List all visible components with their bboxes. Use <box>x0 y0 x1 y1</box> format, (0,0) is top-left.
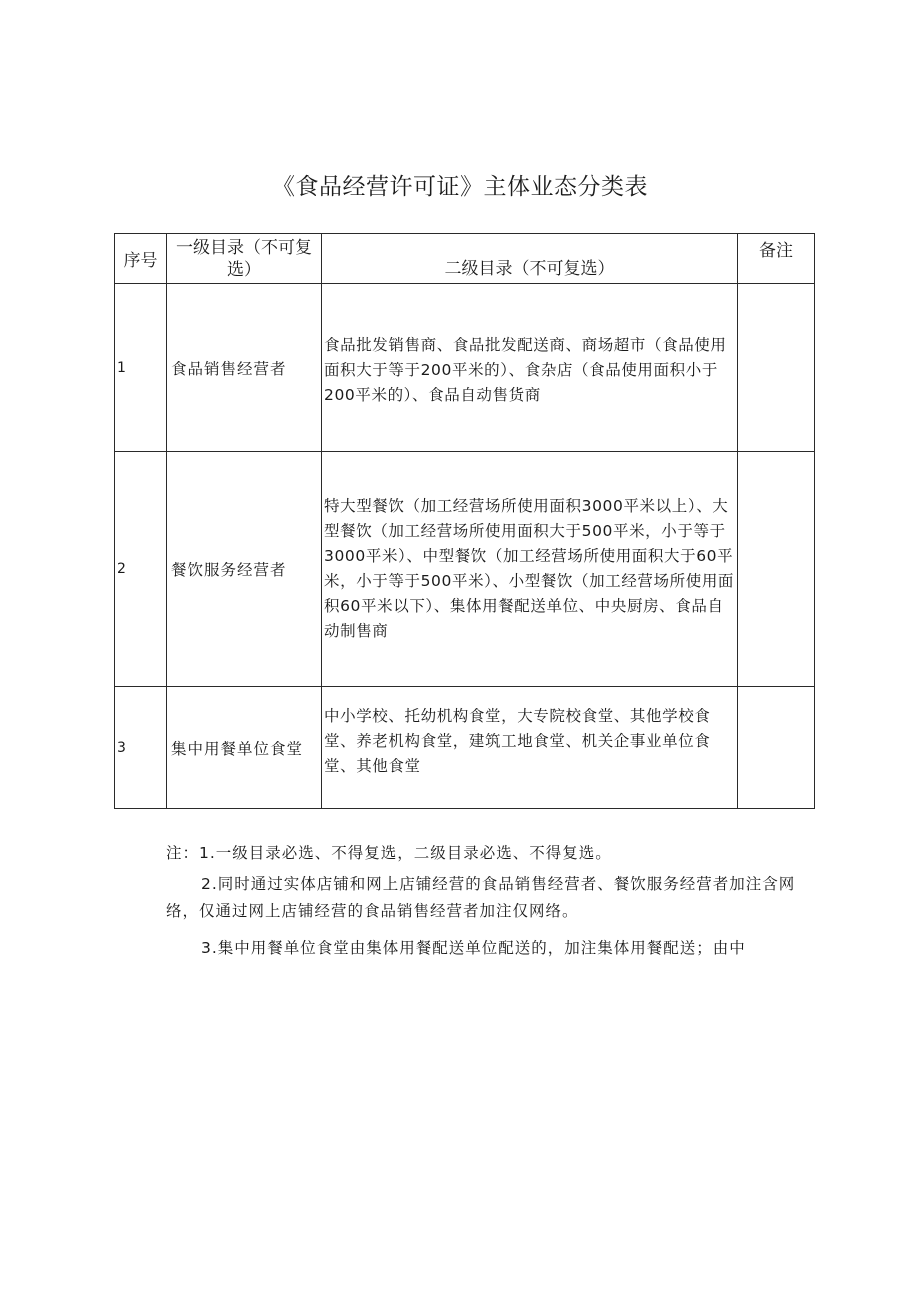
row-note <box>738 687 815 809</box>
row-level1: 餐饮服务经营者 <box>167 452 322 687</box>
row-note <box>738 284 815 452</box>
classification-table <box>114 233 815 809</box>
row-level1: 食品销售经营者 <box>167 284 322 452</box>
note-3: 3.集中用餐单位食堂由集体用餐配送单位配送的，加注集体用餐配送；由中 <box>201 939 746 957</box>
row-seq: 1 <box>115 284 167 452</box>
row-level2: 特大型餐饮（加工经营场所使用面积3000平米以上）、大型餐饮（加工经营场所使用面积大于500平米，小于等于3000平米）、中型餐饮（加工经营场所使用面积大于60平米，小于等于500平米）、小型餐饮（加工经营场所使用面积60平米以下）、集体用餐配送单位、中央厨房、食品自动制售商 <box>322 452 738 687</box>
row-level1: 集中用餐单位食堂 <box>167 687 322 809</box>
header-seq: 序号 <box>115 234 167 284</box>
header-note: 备注 <box>738 234 815 284</box>
row-seq: 2 <box>115 452 167 687</box>
row-note <box>738 452 815 687</box>
row-seq: 3 <box>115 687 167 809</box>
table-row <box>115 284 815 452</box>
table-row <box>115 687 815 809</box>
notes-section <box>166 840 826 962</box>
row-level2: 中小学校、托幼机构食堂，大专院校食堂、其他学校食堂、养老机构食堂，建筑工地食堂、机关企事业单位食堂、其他食堂 <box>322 687 738 809</box>
note-2: 2.同时通过实体店铺和网上店铺经营的食品销售经营者、餐饮服务经营者加注含网络，仅通过网上店铺经营的食品销售经营者加注仅网络。 <box>166 875 796 920</box>
header-level1: 一级目录（不可复选） <box>167 234 322 284</box>
table-row <box>115 452 815 687</box>
note-1: 注：1.一级目录必选、不得复选，二级目录必选、不得复选。 <box>166 844 612 862</box>
row-level2: 食品批发销售商、食品批发配送商、商场超市（食品使用面积大于等于200平米的）、食杂店（食品使用面积小于200平米的）、食品自动售货商 <box>322 284 738 452</box>
header-level2: 二级目录（不可复选） <box>322 234 738 284</box>
document-title: 《食品经营许可证》主体业态分类表 <box>272 174 648 200</box>
table-header-row <box>115 234 815 284</box>
